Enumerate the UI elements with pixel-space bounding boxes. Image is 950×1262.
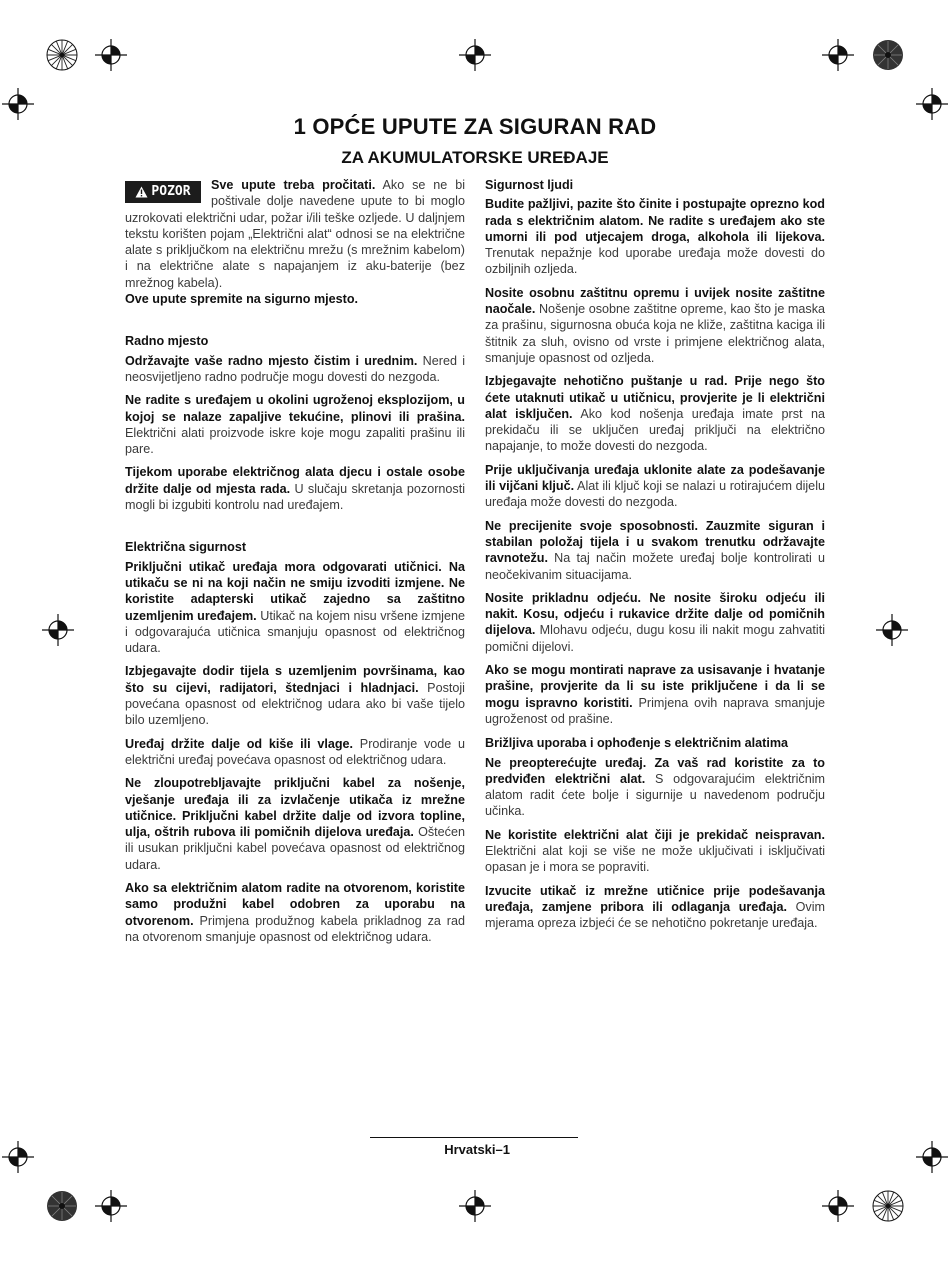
paragraph-bold: Ne zloupotrebljavajte priključni kabel za nošenje, vješanje uređaja ili za izvlačenje utikača iz mrežne utičnice. Priključni kabel držite dalje od izvora topline, ulja, oštrih rubova ili pomičnih dijelova uređaja. xyxy=(125,776,465,840)
intro-paragraph xyxy=(125,177,465,307)
paragraph xyxy=(125,559,465,657)
paragraph-bold: Ako se mogu montirati naprave za usisavanje i hvatanje prašine, provjerite da li su iste priključene i da li se mogu ispravno koristiti. xyxy=(485,663,825,710)
paragraph-bold: Budite pažljivi, pazite što činite i postupajte oprezno kod rada s električnim alatom. Ne radite s uređajem ako ste umorni ili pod utjecajem droga, alkohola ili lijekova. xyxy=(485,197,825,244)
paragraph-bold: Uređaj držite dalje od kiše ili vlage. xyxy=(125,736,354,751)
paragraph-bold: Nosite osobnu zaštitnu opremu i uvijek nosite zaštitne naočale. xyxy=(485,285,825,317)
paragraph xyxy=(125,736,465,769)
paragraph-text: Utikač na kojem nisu vršene izmjene i odgovarajuća utičnica smanjuju opasnost od električnog udara. xyxy=(125,608,465,656)
right-column xyxy=(485,177,825,938)
warning-badge xyxy=(125,181,201,203)
paragraph-bold: Ne radite s uređajem u okolini ugroženoj eksplozijom, u kojoj se nalaze zapaljive tekućine, plinovi ili prašina. xyxy=(125,393,465,424)
paragraph xyxy=(485,518,825,583)
paragraph xyxy=(125,775,465,873)
paragraph-bold: Nosite prikladnu odjeću. Ne nosite široku odjeću ili nakit. Kosu, odjeću i rukavice držite dalje od pomičnih dijelova. xyxy=(485,590,825,638)
section-heading-electrical: Električna sigurnost xyxy=(125,540,247,555)
paragraph-text: U slučaju skretanja pozornosti mogli bi izgubiti kontrolu nad uređajem. xyxy=(125,481,466,513)
warning-triangle-icon xyxy=(135,186,148,198)
paragraph-bold: Održavajte vaše radno mjesto čistim i urednim. xyxy=(125,353,418,368)
paragraph-text: Postoji povećana opasnost od električnog udara ako bi vaše tijelo bilo uzemljeno. xyxy=(125,680,465,728)
paragraph-text: Prodiranje vode u električni uređaj povećava opasnost od električnog udara. xyxy=(125,736,465,767)
intro-keep: Ove upute spremite na sigurno mjesto. xyxy=(125,292,359,307)
section-heading-careful-use: Brižljiva uporaba i ophođenje s električnim alatima xyxy=(485,736,789,751)
paragraph-bold: Ako sa električnim alatom radite na otvorenom, koristite samo produžni kabel odobren za uporabu na otvorenom. xyxy=(125,880,465,928)
paragraph-bold: Priključni utikač uređaja mora odgovarati utičnici. Na utikaču se ni na koji način ne smiju izvoditi izmjene. Ne koristite adapterski utikač zajedno sa zaštitno uzemljenim uređajem. xyxy=(125,559,465,623)
paragraph-bold: Ne precijenite svoje sposobnosti. Zauzmite siguran i stabilan položaj tijela i u svakom trenutku održavajte ravnotežu. xyxy=(485,518,825,566)
paragraph-text: Nošenje osobne zaštitne opreme, kao što je maska za prašinu, sigurnosna obuća koja ne kliže, zaštitna kaciga ili štitnik za sluh, ovisno od vrste i primjene električnog alata, smanjuje opasnost od ozljeda. xyxy=(485,302,825,365)
paragraph xyxy=(125,464,465,513)
paragraph-text: Ovim mjerama opreza izbjeći će se nehotično pokretanje uređaja. xyxy=(485,899,825,931)
paragraph-bold: Izvucite utikač iz mrežne utičnice prije podešavanja uređaja, zamjene pribora ili odlaganja uređaja. xyxy=(485,883,825,914)
paragraph-text: Na taj način možete uređaj bolje kontrolirati u neočekivanim situacijama. xyxy=(485,551,825,582)
paragraph xyxy=(485,462,825,511)
paragraph xyxy=(485,196,825,277)
section-heading-people: Sigurnost ljudi xyxy=(485,178,574,192)
paragraph-bold: Prije uključivanja uređaja uklonite alate za podešavanje ili vijčani ključ. xyxy=(485,462,825,494)
page-footer: Hrvatski–1 xyxy=(444,1142,510,1157)
paragraph-bold: Izbjegavajte dodir tijela s uzemljenim površinama, kao što su cijevi, radijatori, štednjaci i hladnjaci. xyxy=(125,664,465,695)
paragraph xyxy=(125,353,465,386)
paragraph-text: Primjena produžnog kabela prikladnog za rad na otvorenom smanjuje opasnost od električnog udara. xyxy=(125,913,465,944)
paragraph-text: Alat ili ključ koji se nalazi u rotirajućem dijelu uređaja može dovesti do nezgoda. xyxy=(485,479,825,510)
paragraph xyxy=(485,373,825,454)
paragraph xyxy=(485,883,825,932)
paragraph-text: Mlohavu odjeću, dugu kosu ili nakit mogu zahvatiti pomični dijelovi. xyxy=(485,623,825,654)
paragraph-text: Električni alat koji se više ne može uključivati i isključivati opasan je i mora se popraviti. xyxy=(485,843,825,875)
page-title: 1 OPĆE UPUTE ZA SIGURAN RAD xyxy=(293,114,657,139)
paragraph xyxy=(485,662,825,727)
paragraph xyxy=(485,827,825,876)
paragraph xyxy=(485,755,825,820)
paragraph-bold: Ne koristite električni alat čiji je prekidač neispravan. xyxy=(485,827,825,842)
paragraph-text: Nered i neosvijetljeno radno područje mogu dovesti do nezgoda. xyxy=(125,353,465,384)
paragraph-bold: Izbjegavajte nehotično puštanje u rad. Prije nego što ćete utaknuti utikač u utičnicu, provjerite je li električni alat isključen. xyxy=(485,374,825,421)
paragraph xyxy=(125,392,465,457)
paragraph-text: Oštećen ili usukan priključni kabel povećava opasnost od električnog udara. xyxy=(125,825,465,872)
section-heading-workplace: Radno mjesto xyxy=(125,334,209,349)
footer-rule xyxy=(370,1137,578,1138)
left-column xyxy=(125,177,465,952)
paragraph-bold: Tijekom uporabe električnog alata djecu i ostale osobe držite dalje od mjesta rada. xyxy=(125,465,465,496)
paragraph-text: Ako kod nošenja uređaja imate prst na prekidaču ili se uključen uređaj priključi na električno napajanje, to može dovesti do nezgoda. xyxy=(485,406,825,454)
paragraph-text: Trenutak nepažnje kod uporabe uređaja može dovesti do ozbiljnih ozljeda. xyxy=(485,246,825,277)
paragraph xyxy=(125,880,465,945)
paragraph-bold: Ne preopterećujte uređaj. Za vaš rad koristite za to predviđen električni alat. xyxy=(485,755,825,786)
intro-bold: Sve upute treba pročitati. xyxy=(211,178,376,192)
paragraph xyxy=(485,285,825,366)
warning-label: POZOR xyxy=(151,183,191,199)
page-subtitle: ZA AKUMULATORSKE UREĐAJE xyxy=(341,148,609,167)
intro-text: Ako se ne bi poštivale dolje navedene upute to bi moglo uzrokovati električni udar, požar i/ili teške ozljede. U daljnjem tekstu korišten pojam „Električni alat“ odnosi se na električne alate s priključkom na električnu mrežu (s mrežnim kabelom) i na električne alate s napajanjem iz aku-baterije (bez mrežnog kabela). xyxy=(125,178,465,290)
paragraph xyxy=(485,590,825,655)
paragraph xyxy=(125,663,465,728)
paragraph-text: Električni alati proizvode iskre koje mogu zapaliti prašinu ili pare. xyxy=(125,425,465,457)
paragraph-text: Primjena ovih naprava smanjuje ugroženost od prašine. xyxy=(485,695,826,726)
paragraph-text: S odgovarajućim električnim alatom radit ćete bolje i sigurnije u navedenom području učinka. xyxy=(485,771,825,819)
